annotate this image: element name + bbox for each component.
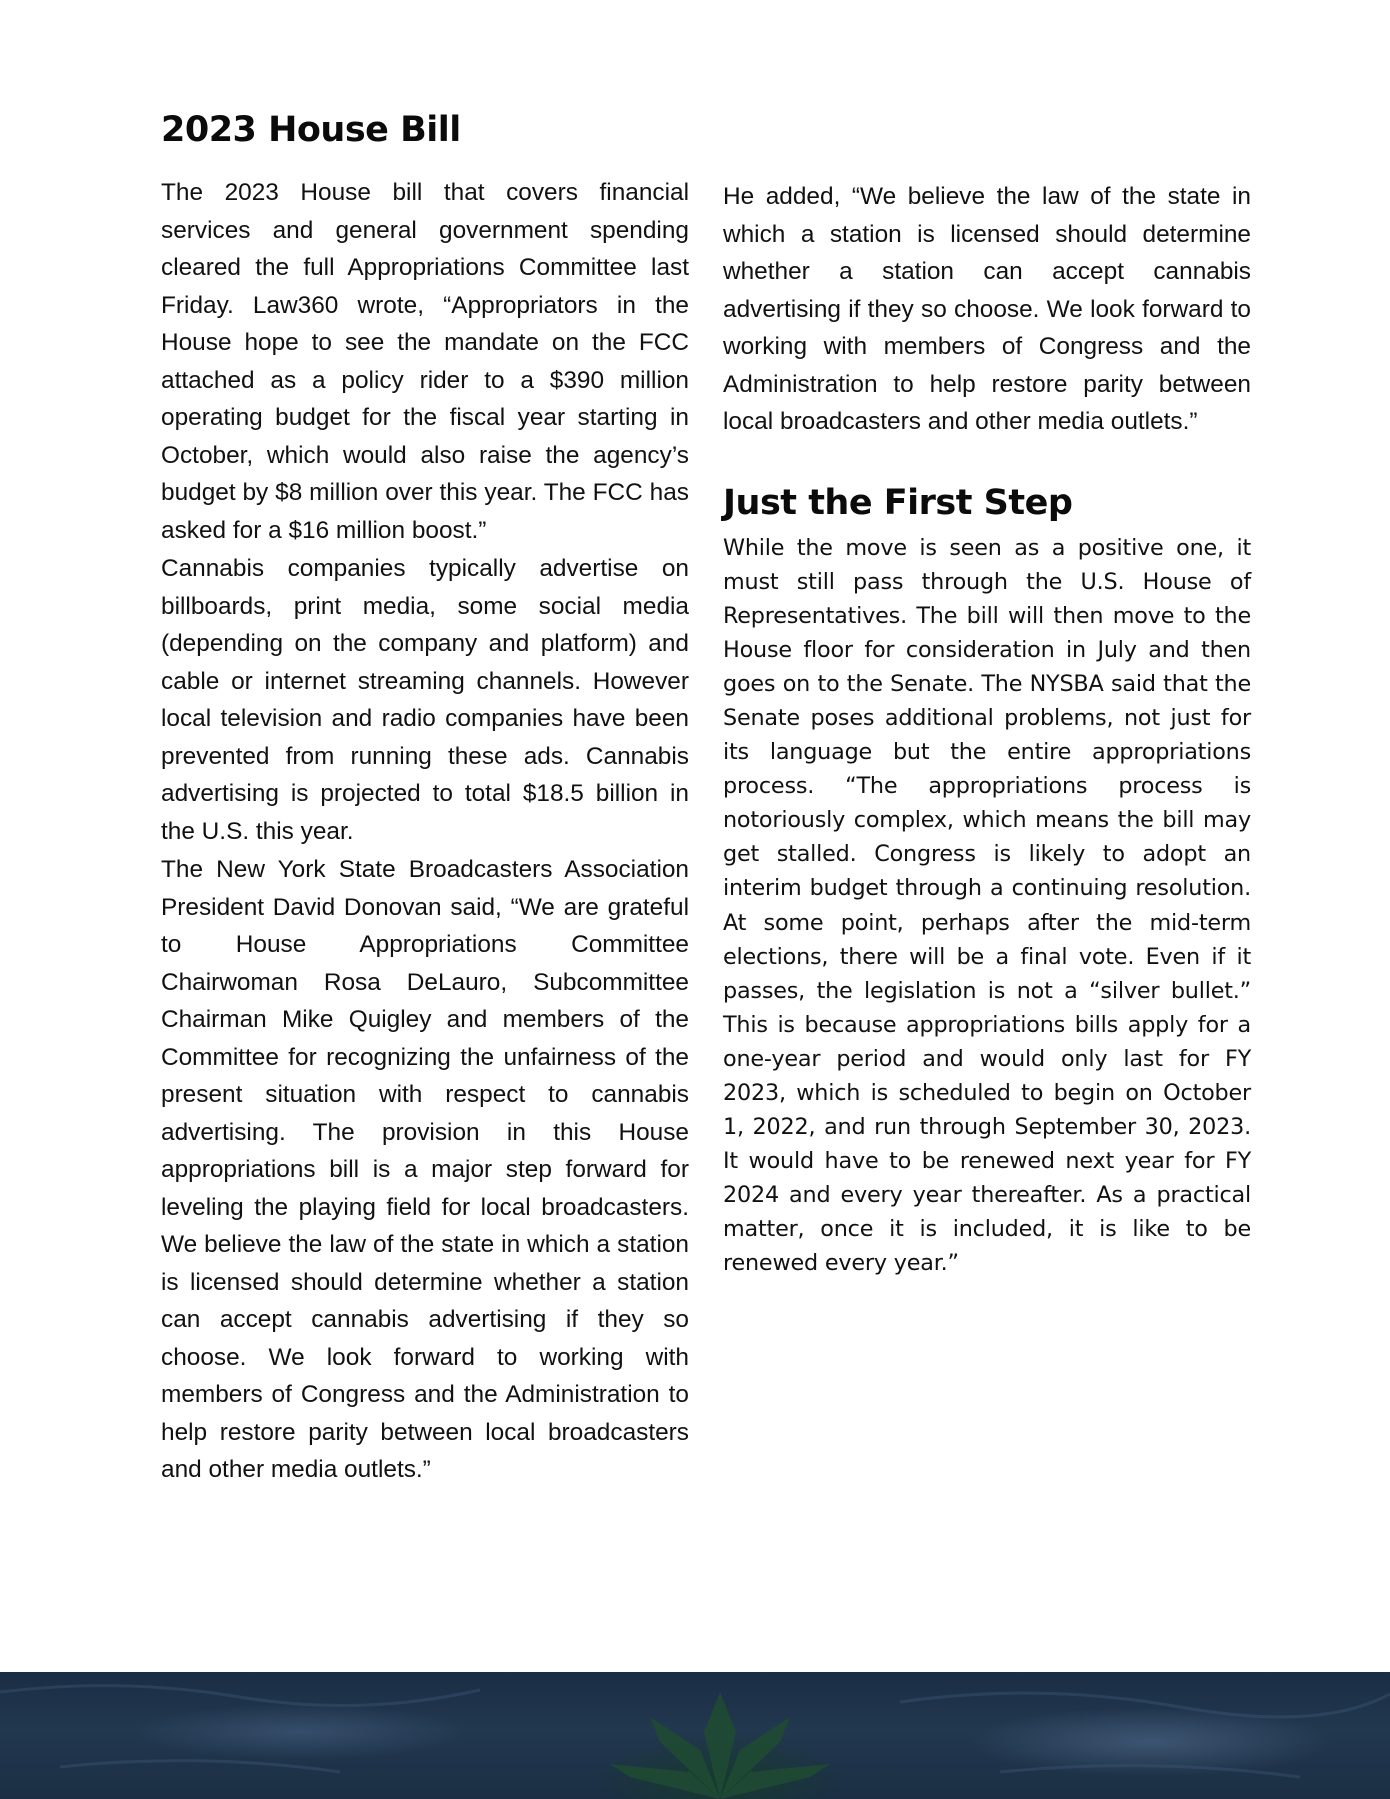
cannabis-leaf-icon	[0, 1672, 1390, 1799]
left-column	[161, 105, 689, 1489]
paragraph-cannabis-advertising: Cannabis companies typically advertise on billboards, print media, some social media (depending on the company and platform) and cable or internet streaming channels. However local television and radio companies have been prevented from running these ads. Cannabis advertising is projected to total $18.5 billion in the U.S. this year.	[161, 555, 689, 845]
section-heading-2023-house-bill: 2023 House Bill	[161, 110, 461, 150]
right-column	[723, 178, 1251, 1281]
paragraph-nysba-statement: The New York State Broadcasters Association President David Donovan said, “We are grateful to House Appropriations Committee Chairwoman Rosa DeLauro, Subcommittee Chairman Mike Quigley and members of the Committee for recognizing the unfairness of the present situation with respect to cannabis advertising. The provision in this House appropriations bill is a major step forward for leveling the playing field for local broadcasters. We believe the law of the state in which a station is licensed should determine whether a station can accept cannabis advertising if they so choose. We look forward to working with members of Congress and the Administration to help restore parity between local broadcasters and other media outlets.”	[161, 856, 689, 1483]
section-heading-just-the-first-step: Just the First Step	[723, 482, 1073, 523]
paragraph-first-step-details: While the move is seen as a positive one, it must still pass through the U.S. House of Representatives. The bill will then move to the House floor for consideration in July and then goes on to the Senate. The NYSBA said that the Senate poses additional problems, not just for its language but the entire appropriations process. “The appropriations process is notoriously complex, which means the bill may get stalled. Congress is likely to adopt an interim budget through a continuing resolution. At some point, perhaps after the mid-term elections, there will be a final vote. Even if it passes, the legislation is not a “silver bullet.” This is because appropriations bills apply for a one-year period and would only last for FY 2023, which is scheduled to begin on October 1, 2022, and run through September 30, 2023. It would have to be renewed next year for FY 2024 and every year thereafter. As a practical matter, once it is included, it is like to be renewed every year.”	[723, 534, 1251, 1277]
paragraph-bill-overview: The 2023 House bill that covers financial services and general government spending cleared the full Appropriations Committee last Friday. Law360 wrote, “Appropriators in the House hope to see the mandate on the FCC attached as a policy rider to a $390 million operating budget for the fiscal year starting in October, which would also raise the agency’s budget by $8 million over this year. The FCC has asked for a $16 million boost.”	[161, 179, 689, 544]
paragraph-he-added-quote: He added, “We believe the law of the state in which a station is licensed should determine whether a station can accept cannabis advertising if they so choose. We look forward to working with members of Congress and the Administration to help restore parity between local broadcasters and other media outlets.”	[723, 183, 1251, 435]
footer-banner	[0, 1672, 1390, 1799]
